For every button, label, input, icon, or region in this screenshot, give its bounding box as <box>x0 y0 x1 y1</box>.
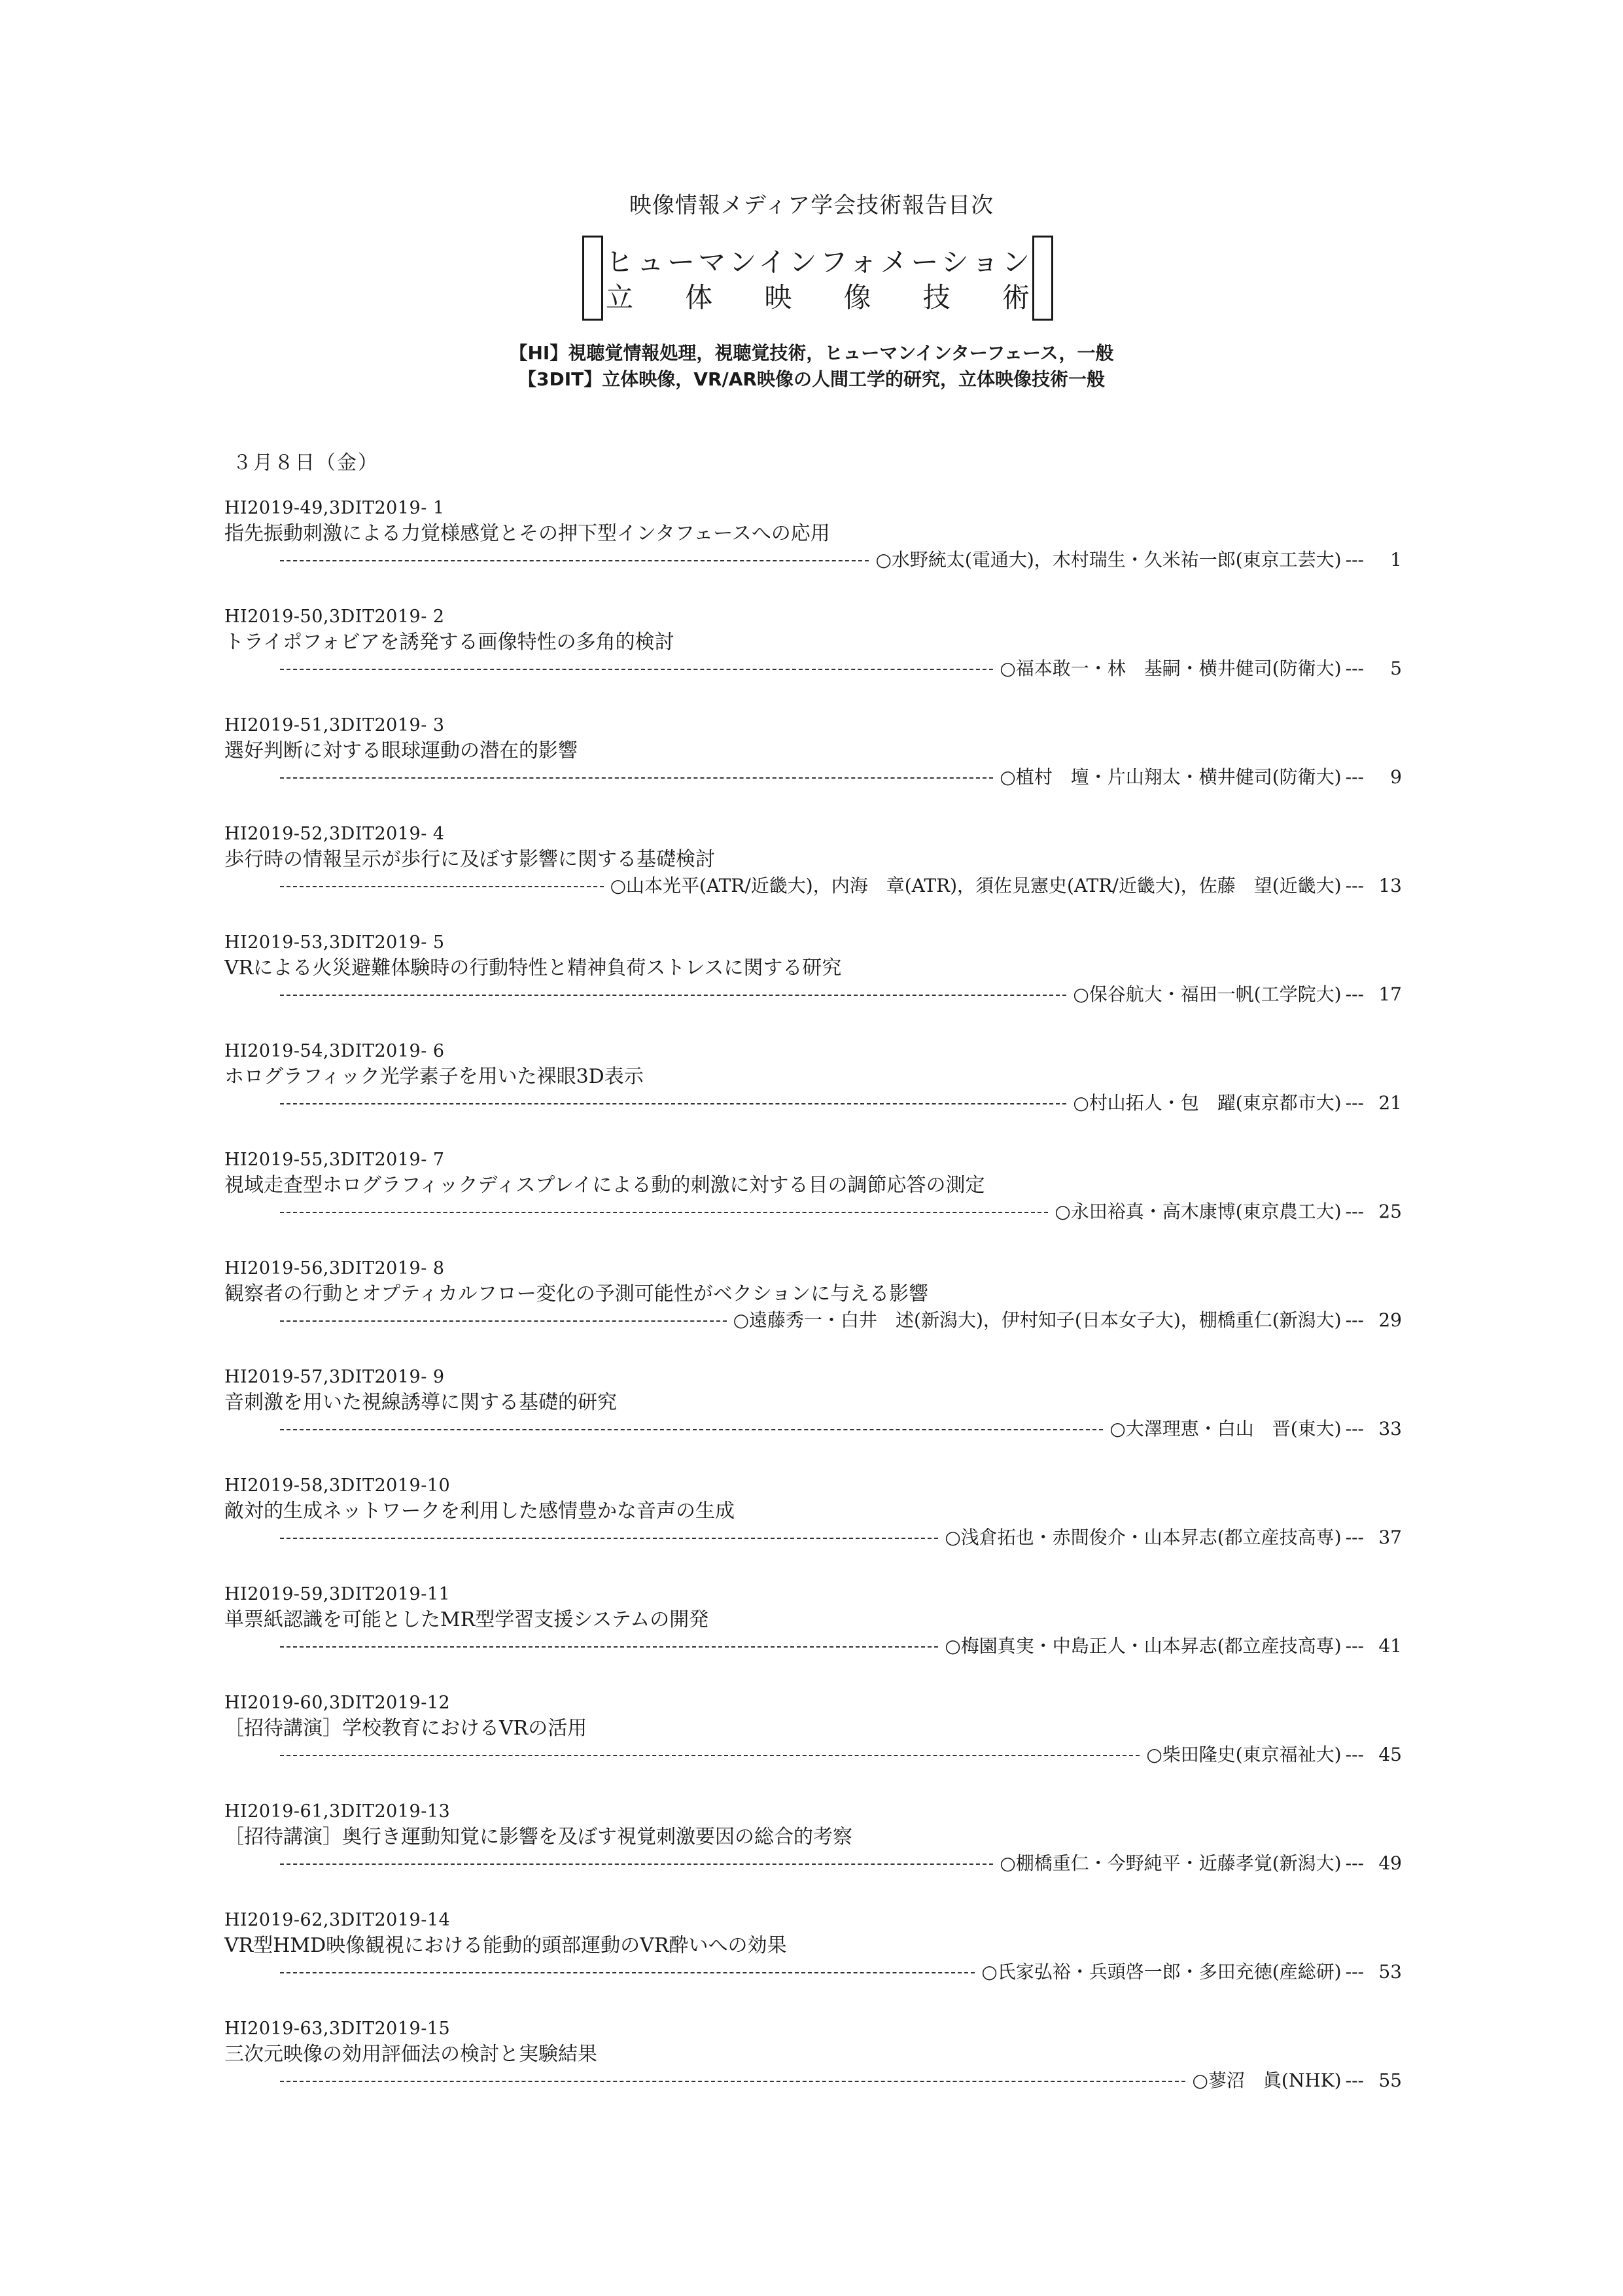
topic-3dit: 【3DIT】立体映像，VR/AR映像の人間工学的研究，立体映像技術一般 <box>518 368 1105 390</box>
leader-tail: --- <box>1345 1744 1364 1765</box>
entry-title: VR型HMD映像観視における能動的頭部運動のVR酔いへの効果 <box>224 1934 787 1957</box>
entry-author-row <box>280 1742 1402 1768</box>
entry-id: HI2019-57,3DIT2019- 9 <box>224 1367 445 1387</box>
leader-dots <box>280 1972 975 1973</box>
entry-author-row <box>280 981 1402 1008</box>
entry-page: 25 <box>1378 1201 1402 1222</box>
leader-dots <box>280 560 869 561</box>
leader-tail: --- <box>1345 658 1364 679</box>
leader-tail: --- <box>1345 1961 1364 1983</box>
leader-tail: --- <box>1345 1309 1364 1331</box>
leader-tail: --- <box>1345 875 1364 896</box>
leader-dots <box>280 669 993 670</box>
entry-title: 視域走査型ホログラフィックディスプレイによる動的刺激に対する目の調節応答の測定 <box>224 1174 985 1197</box>
leader-dots <box>280 1863 993 1865</box>
document-title: 映像情報メディア学会技術報告目次 <box>629 192 994 219</box>
entry-authors: ○棚橋重仁・今野純平・近藤孝覚(新潟大) <box>1000 1852 1342 1874</box>
leader-tail: --- <box>1345 766 1364 788</box>
entry-authors: ○福本敢一・林 基嗣・横井健司(防衛大) <box>1000 658 1342 679</box>
leader-dots <box>280 1755 1140 1756</box>
entry-author-row <box>280 1416 1402 1442</box>
entry-authors: ○遠藤秀一・白井 述(新潟大)，伊村知子(日本女子大)，棚橋重仁(新潟大) <box>733 1309 1342 1331</box>
entry-title: 単票紙認識を可能としたMR型学習支援システムの開発 <box>224 1608 709 1631</box>
toc-entry <box>224 822 1402 899</box>
toc-entry <box>224 2017 1402 2094</box>
leader-dots <box>280 1538 938 1539</box>
session-date: ３月８日（金） <box>232 451 379 474</box>
entry-title: VRによる火災避難体験時の行動特性と精神負荷ストレスに関する研究 <box>224 957 842 980</box>
topic-hi: 【HI】視聴覚情報処理，視聴覚技術，ヒューマンインターフェース，一般 <box>509 342 1114 364</box>
series-char: 術 <box>1002 281 1030 313</box>
entry-title: ［招待講演］学校教育におけるVRの活用 <box>224 1717 587 1740</box>
entry-author-row <box>280 2068 1402 2094</box>
toc-entry <box>224 1039 1402 1116</box>
series-char: 体 <box>685 281 713 313</box>
entry-id: HI2019-60,3DIT2019-12 <box>224 1693 451 1713</box>
entry-page: 13 <box>1378 875 1402 896</box>
entry-author-row <box>280 873 1402 899</box>
entry-id: HI2019-62,3DIT2019-14 <box>224 1910 451 1930</box>
leader-dots <box>280 1212 1048 1213</box>
entry-authors: ○浅倉拓也・赤間俊介・山本昇志(都立産技高専) <box>945 1527 1342 1548</box>
entry-author-row <box>280 1959 1402 1985</box>
entry-page: 1 <box>1390 549 1402 571</box>
entry-authors: ○柴田隆史(東京福祉大) <box>1146 1744 1342 1765</box>
entry-author-row <box>280 1633 1402 1659</box>
entry-page: 53 <box>1378 1961 1402 1983</box>
entry-title: 選好判断に対する眼球運動の潜在的影響 <box>224 739 578 762</box>
toc-entry <box>224 713 1402 790</box>
entry-authors: ○氏家弘裕・兵頭啓一郎・多田充徳(産総研) <box>981 1961 1342 1983</box>
series-char: 映 <box>764 281 792 313</box>
entry-authors: ○蓼沼 眞(NHK) <box>1192 2070 1342 2091</box>
toc-entry <box>224 1908 1402 1985</box>
toc-entry <box>224 1691 1402 1768</box>
leader-dots <box>280 1103 1066 1104</box>
toc-entry <box>224 1582 1402 1659</box>
leader-dots <box>280 1320 727 1322</box>
entry-author-row <box>280 1199 1402 1225</box>
right-bracket <box>1032 236 1053 321</box>
entry-page: 21 <box>1378 1092 1402 1114</box>
entry-id: HI2019-53,3DIT2019- 5 <box>224 932 445 953</box>
leader-dots <box>280 886 604 887</box>
entry-page: 55 <box>1378 2070 1402 2091</box>
series-name-line-2 <box>606 276 1030 315</box>
leader-tail: --- <box>1345 1092 1364 1114</box>
leader-dots <box>280 1429 1103 1430</box>
entry-id: HI2019-58,3DIT2019-10 <box>224 1475 451 1496</box>
entry-id: HI2019-54,3DIT2019- 6 <box>224 1041 445 1061</box>
entry-page: 17 <box>1378 983 1402 1005</box>
toc-entry <box>224 1365 1402 1442</box>
entry-id: HI2019-55,3DIT2019- 7 <box>224 1150 445 1170</box>
entry-id: HI2019-59,3DIT2019-11 <box>224 1584 451 1604</box>
entry-author-row <box>280 1850 1402 1877</box>
entry-id: HI2019-50,3DIT2019- 2 <box>224 607 445 627</box>
leader-dots <box>280 777 993 779</box>
series-name-box <box>582 236 1053 321</box>
entry-page: 45 <box>1378 1744 1402 1765</box>
toc-entry <box>224 496 1402 573</box>
series-char: 像 <box>843 281 871 313</box>
entry-id: HI2019-61,3DIT2019-13 <box>224 1801 451 1822</box>
entry-authors: ○永田裕真・高木康博(東京農工大) <box>1055 1201 1342 1222</box>
toc-entry <box>224 1148 1402 1225</box>
entry-authors: ○村山拓人・包 躍(東京都市大) <box>1073 1092 1342 1114</box>
entry-page: 5 <box>1390 658 1402 679</box>
entry-id: HI2019-56,3DIT2019- 8 <box>224 1258 445 1279</box>
toc-entry <box>224 1799 1402 1877</box>
entry-author-row <box>280 1525 1402 1551</box>
toc-entry <box>224 930 1402 1008</box>
entry-title: ホログラフィック光学素子を用いた裸眼3D表示 <box>224 1065 644 1088</box>
entry-author-row <box>280 1307 1402 1333</box>
entry-authors: ○山本光平(ATR/近畿大)，内海 章(ATR)，須佐見憲史(ATR/近畿大)，佐藤 望(近畿大) <box>610 875 1342 896</box>
entry-id: HI2019-63,3DIT2019-15 <box>224 2019 451 2039</box>
leader-tail: --- <box>1345 1201 1364 1222</box>
leader-tail: --- <box>1345 549 1364 571</box>
entry-page: 9 <box>1390 766 1402 788</box>
entry-authors: ○植村 壇・片山翔太・横井健司(防衛大) <box>1000 766 1342 788</box>
entry-author-row <box>280 656 1402 682</box>
entry-id: HI2019-52,3DIT2019- 4 <box>224 824 445 844</box>
entry-title: 音刺激を用いた視線誘導に関する基礎的研究 <box>224 1391 617 1414</box>
leader-tail: --- <box>1345 1635 1364 1657</box>
entry-page: 33 <box>1378 1418 1402 1439</box>
leader-tail: --- <box>1345 2070 1364 2091</box>
entry-title: トライポフォビアを誘発する画像特性の多角的検討 <box>224 631 674 654</box>
leader-dots <box>280 995 1066 996</box>
toc-entry <box>224 1256 1402 1333</box>
entry-author-row <box>280 764 1402 790</box>
leader-tail: --- <box>1345 1527 1364 1548</box>
entry-authors: ○梅園真実・中島正人・山本昇志(都立産技高専) <box>945 1635 1342 1657</box>
series-char: 技 <box>922 281 951 313</box>
leader-dots <box>280 2081 1185 2082</box>
entry-title: ［招待講演］奥行き運動知覚に影響を及ぼす視覚刺激要因の総合的考察 <box>224 1826 852 1848</box>
toc-entry <box>224 1474 1402 1551</box>
entry-title: 観察者の行動とオプティカルフロー変化の予測可能性がベクションに与える影響 <box>224 1282 929 1305</box>
entry-id: HI2019-49,3DIT2019- 1 <box>224 498 445 518</box>
toc-entry <box>224 605 1402 682</box>
entry-page: 37 <box>1378 1527 1402 1548</box>
leader-tail: --- <box>1345 1418 1364 1439</box>
leader-tail: --- <box>1345 1852 1364 1874</box>
leader-tail: --- <box>1345 983 1364 1005</box>
entry-title: 敵対的生成ネットワークを利用した感情豊かな音声の生成 <box>224 1500 735 1523</box>
entry-title: 歩行時の情報呈示が歩行に及ぼす影響に関する基礎検討 <box>224 848 715 871</box>
entry-author-row <box>280 547 1402 573</box>
left-bracket <box>582 236 603 321</box>
entry-authors: ○大澤理恵・白山 晋(東大) <box>1109 1418 1342 1439</box>
entry-authors: ○保谷航大・福田一帆(工学院大) <box>1073 983 1342 1005</box>
entry-page: 49 <box>1378 1852 1402 1874</box>
entry-page: 29 <box>1378 1309 1402 1331</box>
entry-page: 41 <box>1378 1635 1402 1657</box>
entry-author-row <box>280 1090 1402 1116</box>
entry-title: 指先振動刺激による力覚様感覚とその押下型インタフェースへの応用 <box>224 522 830 545</box>
entry-id: HI2019-51,3DIT2019- 3 <box>224 715 445 735</box>
entry-authors: ○水野統太(電通大)，木村瑞生・久米祐一郎(東京工芸大) <box>875 549 1342 571</box>
leader-dots <box>280 1646 938 1648</box>
series-name-line-1: ヒューマンインフォメーション <box>606 246 1030 278</box>
series-char: 立 <box>606 281 634 313</box>
entry-title: 三次元映像の効用評価法の検討と実験結果 <box>224 2043 597 2066</box>
